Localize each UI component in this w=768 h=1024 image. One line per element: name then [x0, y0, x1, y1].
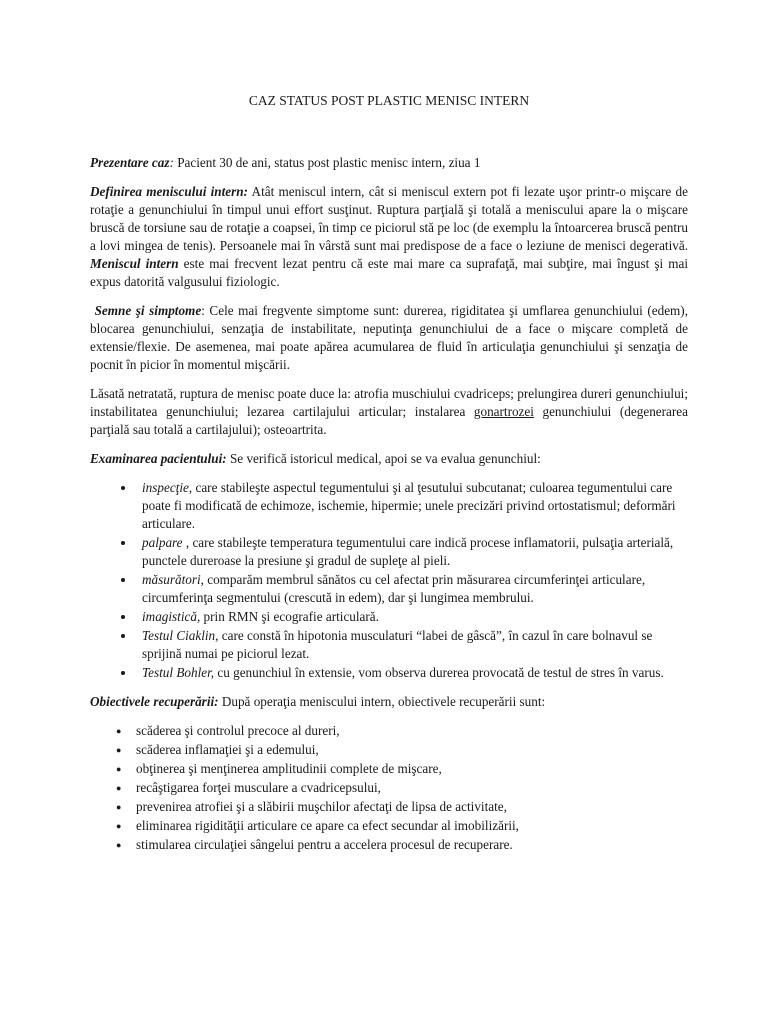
- lasata-text-1: Lăsată netratată, ruptura de menisc poate duce la: atrofia muschiului cvadriceps; prelungirea dureri genunchiului; instabilitatea genunchiului; lezarea cartilajului articular; instalarea: [90, 386, 688, 419]
- item-term: Testul Ciaklin: [142, 628, 216, 643]
- examinarea-text: Se verifică istoricul medical, apoi se va evalua genunchiul:: [226, 451, 541, 466]
- obiectivele-text: După operaţia meniscului intern, obiectivele recuperării sunt:: [218, 694, 546, 709]
- lasata-text-2: genunchiului (degenerarea parţială sau totală a cartilajului); osteoartrita.: [90, 404, 688, 437]
- list-item: ● eliminarea rigidităţii articulare ce apare ca efect secundar al imobilizării,: [116, 817, 688, 835]
- list-item: [136, 608, 688, 626]
- list-item: ● obţinerea şi menţinerea amplitudinii complete de mişcare,: [116, 760, 688, 778]
- list-item: ● scăderea inflamaţiei şi a edemului,: [116, 741, 688, 759]
- list-item: [136, 664, 688, 682]
- semne-text: : Cele mai fregvente simptome sunt: durerea, rigiditatea şi umflarea genunchiului (edem), blocarea genunchiului, senzaţia de instabilitate, neputinţa genunchiului de a face o mişcare completă de extensie/flexie. De asemenea, mai poate apărea acumularea de fluid în articulaţia genunchiului şi senzaţia de pocnit în picior în momentul mişcării.: [90, 303, 688, 372]
- lasata-underlined: gonartrozei: [473, 404, 534, 419]
- list-item: ● stimularea circulaţiei sângelui pentru a accelera procesul de recuperare.: [116, 836, 688, 854]
- item-text: , care stabileşte aspectul tegumentului şi al ţesutului subcutanat; culoarea tegumentului care poate fi modificată de echimoze, ischemie, hipermie; unele precizări privind ortostatismul; deformări articulare.: [142, 480, 676, 531]
- paragraph-semne: [90, 302, 688, 374]
- definirea-bold: Meniscul intern: [90, 256, 179, 271]
- paragraph-obiectivele: [90, 693, 688, 711]
- list-item: ● recâştigarea forţei musculare a cvadricepsului,: [116, 779, 688, 797]
- definirea-text-2: este mai frecvent lezat pentru că este mai mare ca suprafaţă, mai subţire, mai îngust şi mai expus datorită valgusului fiziologic.: [90, 256, 688, 289]
- paragraph-examinarea: [90, 450, 688, 468]
- prezentare-text: Pacient 30 de ani, status post plastic menisc intern, ziua 1: [173, 155, 481, 170]
- page-title: CAZ STATUS POST PLASTIC MENISC INTERN: [248, 93, 530, 108]
- list-item: [136, 571, 688, 607]
- list-item: [136, 479, 688, 533]
- item-text: prin RMN şi ecografie articulară.: [200, 609, 379, 624]
- heading-colon: :: [169, 155, 174, 170]
- item-term: inspecţie: [142, 480, 189, 495]
- list-item: [136, 534, 688, 570]
- paragraph-prezentare: [90, 154, 688, 172]
- list-item: ● prevenirea atrofiei şi a slăbirii muşchilor afectaţi de lipsa de activitate,: [116, 798, 688, 816]
- objectives-list: [90, 722, 688, 854]
- heading-definirea: Definirea meniscului intern:: [90, 184, 249, 199]
- item-term: Testul Bohler,: [142, 665, 215, 680]
- item-term: palpare: [142, 535, 183, 550]
- item-text: , comparăm membrul sănătos cu cel afectat prin măsurarea circumferinţei articulare, circumferinţa segmentului (crescută in edem), dar şi lungimea membrului.: [142, 572, 646, 605]
- examination-list: [90, 479, 688, 682]
- heading-semne: Semne şi simptome: [94, 303, 202, 318]
- item-term: măsurători: [142, 572, 201, 587]
- heading-examinarea: Examinarea pacientului:: [90, 451, 227, 466]
- heading-obiectivele: Obiectivele recuperării:: [90, 694, 219, 709]
- item-text: , care constă în hipotonia musculaturi “labei de gâscă”, în cazul în care bolnavul se sprijină numai pe piciorul lezat.: [142, 628, 653, 661]
- list-item: [136, 627, 688, 663]
- item-text: cu genunchiul în extensie, vom observa durerea provocată de testul de stres în varus.: [214, 665, 664, 680]
- paragraph-lasata: [90, 385, 688, 439]
- heading-prezentare: Prezentare caz: [90, 155, 170, 170]
- paragraph-definirea: [90, 183, 688, 291]
- item-text: , care stabileşte temperatura tegumentului care indică procese inflamatorii, pulsaţia arterială, punctele dureroase la presiune şi gradul de supleţe al pieli.: [142, 535, 674, 568]
- definirea-text-1: Atât meniscul intern, cât si meniscul extern pot fi lezate uşor printr-o mişcare de rotaţie a genunchiului în timpul unui effort susţinut. Ruptura parţială şi totală a meniscului apare la o mişcare bruscă de torsiune sau de rotaţie a coapsei, în timp ce piciorul stă pe loc (de exemplu la întoarcerea bruscă pentru a lovi mingea de tenis). Persoanele mai în vârstă sunt mai predispose de a face o leziune de menisci degerativă.: [90, 184, 688, 253]
- item-term: imagistică,: [142, 609, 201, 624]
- list-item: ● scăderea şi controlul precoce al dureri,: [116, 722, 688, 740]
